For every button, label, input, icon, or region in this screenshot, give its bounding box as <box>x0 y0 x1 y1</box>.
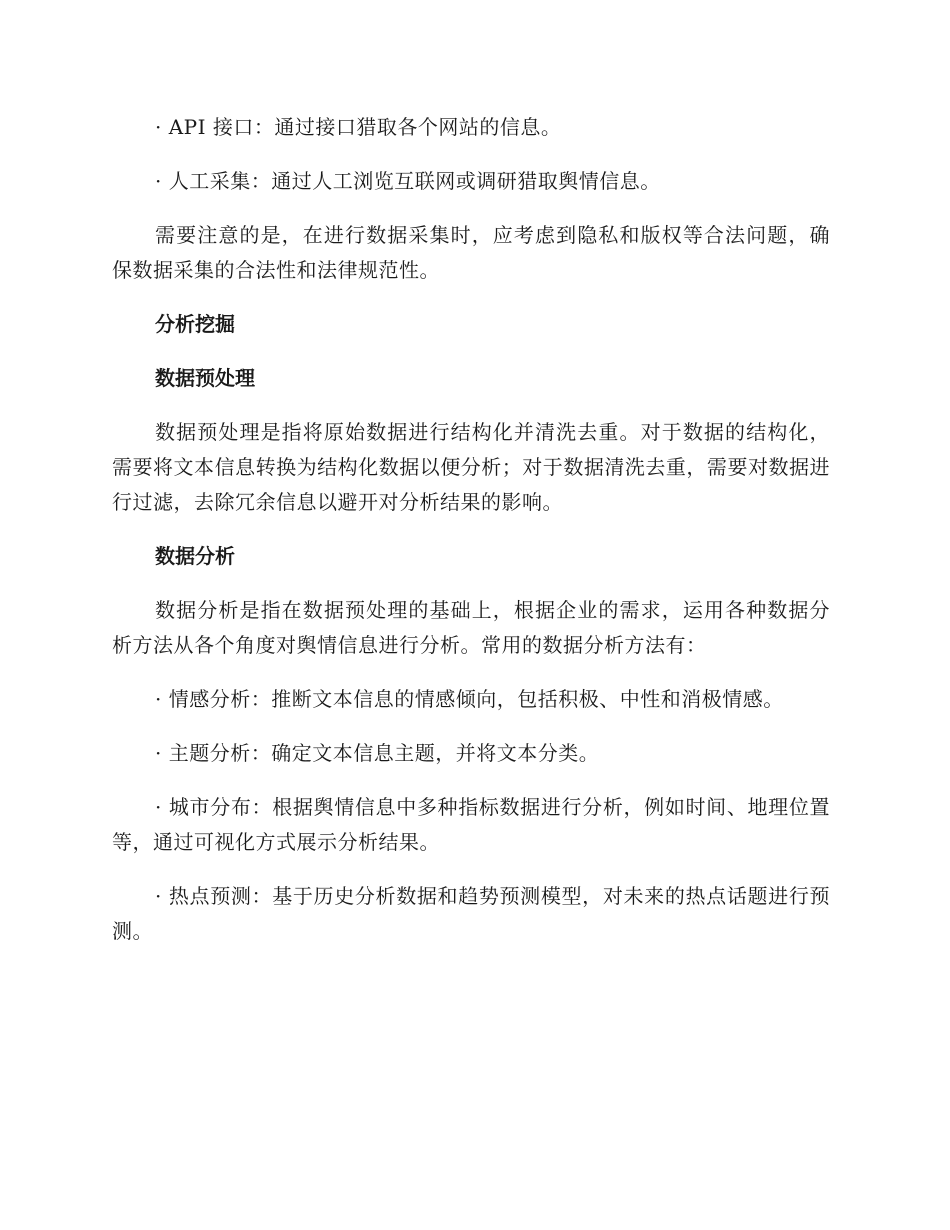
paragraph-legal-note: 需要注意的是，在进行数据采集时，应考虑到隐私和版权等合法问题，确保数据采集的合法性和法律规范性。 <box>112 223 830 282</box>
bullet-city-distribution: · 城市分布：根据舆情信息中多种指标数据进行分析，例如时间、地理位置等，通过可视化方式展示分析结果。 <box>112 795 830 854</box>
heading-analysis-mining: 分析挖掘 <box>155 312 235 336</box>
bullet-topic-analysis: · 主题分析：确定文本信息主题，并将文本分类。 <box>155 741 600 765</box>
bullet-sentiment-analysis: · 情感分析：推断文本信息的情感倾向，包括积极、中性和消极情感。 <box>155 687 784 711</box>
bullet-hotspot-prediction: · 热点预测：基于历史分析数据和趋势预测模型，对未来的热点话题进行预测。 <box>112 884 830 943</box>
heading-data-preprocessing: 数据预处理 <box>155 366 255 390</box>
document-page <box>112 110 830 968</box>
heading-data-analysis: 数据分析 <box>155 544 235 568</box>
paragraph-data-analysis: 数据分析是指在数据预处理的基础上，根据企业的需求，运用各种数据分析方法从各个角度对舆情信息进行分析。常用的数据分析方法有： <box>112 598 830 657</box>
paragraph-preprocessing: 数据预处理是指将原始数据进行结构化并清洗去重。对于数据的结构化，需要将文本信息转换为结构化数据以便分析；对于数据清洗去重，需要对数据进行过滤，去除冗余信息以避开对分析结果的影响。 <box>112 420 830 514</box>
bullet-api-interface: · API 接口：通过接口猎取各个网站的信息。 <box>155 115 562 139</box>
bullet-manual-collection: · 人工采集：通过人工浏览互联网或调研猎取舆情信息。 <box>155 169 661 193</box>
